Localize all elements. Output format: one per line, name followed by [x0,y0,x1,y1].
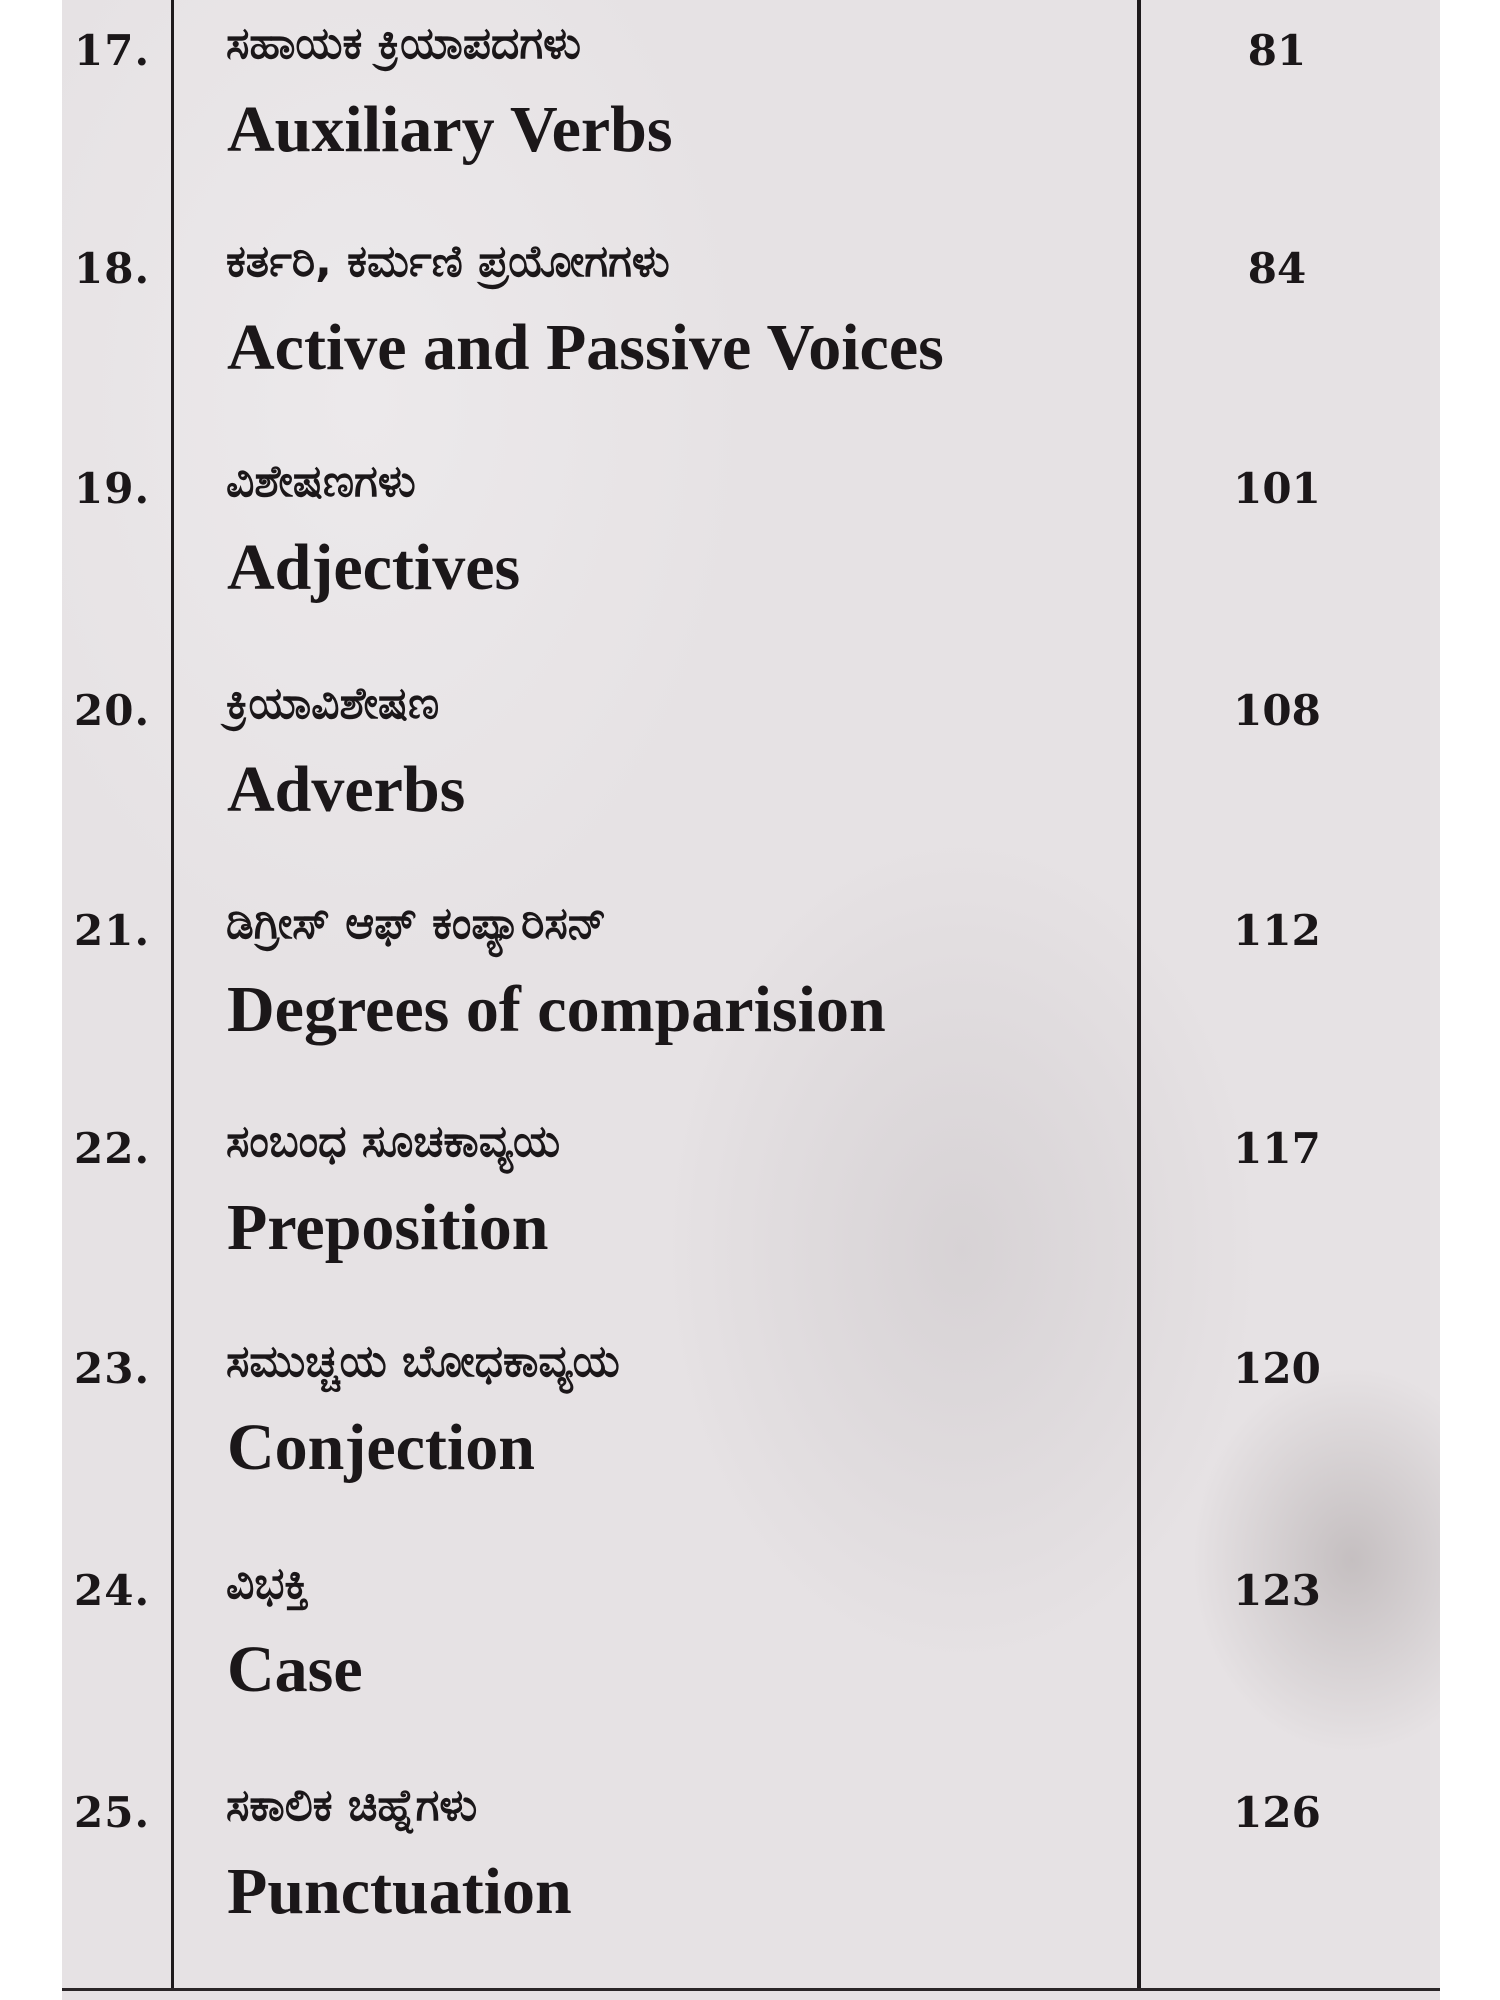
chapter-title-kannada: ಕ್ರಿಯಾವಿಶೇಷಣ [226,678,440,729]
chapter-title-english: Case [227,1633,363,1706]
chapter-title-kannada: ಡಿಗ್ರೀಸ್ ಆಫ್ ಕಂಪ್ಯಾರಿಸನ್ [226,898,607,949]
chapter-number: 21. [74,906,151,955]
chapter-title-english: Preposition [227,1191,549,1264]
page-column-divider [1137,0,1141,1988]
chapter-title-kannada: ಸಕಾಲಿಕ ಚಿಹ್ನೆಗಳು [226,1780,478,1831]
chapter-title-kannada: ಸಮುಚ್ಚಯ ಬೋಧಕಾವ್ಯಯ [226,1336,620,1387]
chapter-number: 25. [74,1788,151,1837]
chapter-title-kannada: ವಿಭಕ್ತಿ [226,1558,309,1609]
page-number: 117 [1233,1124,1321,1173]
chapter-title-english: Auxiliary Verbs [227,93,673,166]
chapter-title-english: Active and Passive Voices [227,311,944,384]
page-number: 108 [1233,686,1321,735]
chapter-title-english: Punctuation [227,1855,572,1928]
chapter-number: 19. [74,464,151,513]
chapter-number: 18. [74,244,151,293]
chapter-title-kannada: ಸಹಾಯಕ ಕ್ರಿಯಾಪದಗಳು [226,18,582,69]
table-bottom-rule [62,1988,1440,1991]
chapter-number: 24. [74,1566,151,1615]
number-column-divider [171,0,174,1988]
chapter-number: 20. [74,686,151,735]
chapter-title-english: Conjection [227,1411,535,1484]
chapter-number: 22. [74,1124,151,1173]
toc-page [62,0,1440,2000]
page-number: 84 [1247,244,1307,293]
page-number: 112 [1233,906,1321,955]
chapter-title-kannada: ವಿಶೇಷಣಗಳು [226,456,416,507]
chapter-title-english: Adjectives [227,531,521,604]
page-number: 120 [1233,1344,1321,1393]
chapter-title-kannada: ಸಂಬಂಧ ಸೂಚಕಾವ್ಯಯ [226,1116,561,1167]
page-number: 101 [1233,464,1321,513]
chapter-title-kannada: ಕರ್ತರಿ, ಕರ್ಮಣಿ ಪ್ರಯೋಗಗಳು [226,236,670,287]
chapter-title-english: Adverbs [227,753,466,826]
chapter-title-english: Degrees of comparision [227,973,886,1046]
chapter-number: 17. [74,26,151,75]
page-number: 81 [1247,26,1307,75]
page-number: 126 [1233,1788,1321,1837]
chapter-number: 23. [74,1344,151,1393]
page-number: 123 [1233,1566,1321,1615]
